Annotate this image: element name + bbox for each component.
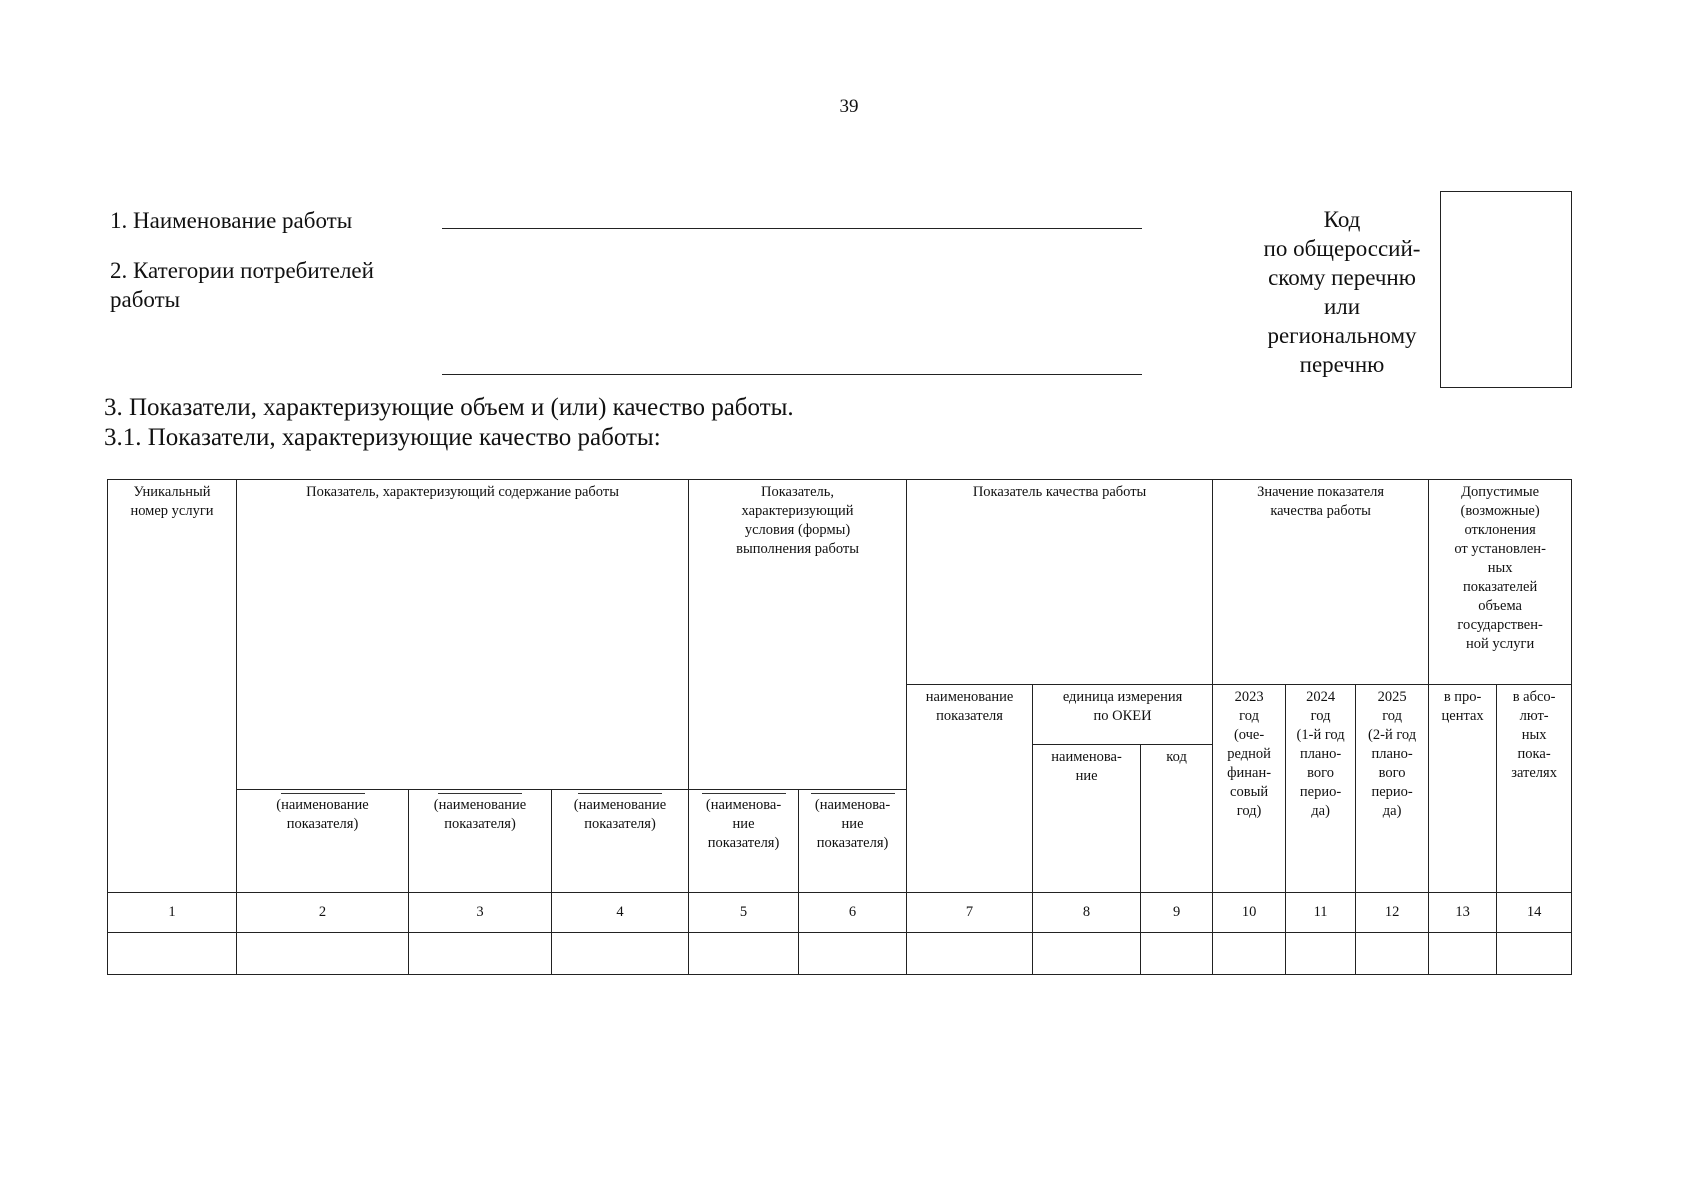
header-in-percent: в про- центах (1429, 685, 1497, 893)
section-3-1-heading: 3.1. Показатели, характеризующие качество работы: (104, 424, 661, 451)
blank-line[interactable] (578, 793, 662, 794)
header-deviations: Допустимые (возможные) отклонения от установлен- ных показателей объема государствен- ной услуги (1429, 480, 1572, 685)
data-cell-14[interactable] (1497, 933, 1572, 975)
column-number-5: 5 (689, 893, 799, 933)
data-cell-6[interactable] (799, 933, 907, 975)
data-cell-4[interactable] (552, 933, 689, 975)
column-number-13: 13 (1429, 893, 1497, 933)
data-cell-12[interactable] (1356, 933, 1429, 975)
code-caption: Код по общероссий- скому перечню или региональному перечню (1263, 207, 1421, 377)
header-in-absolute: в абсо- лют- ных пока- зателях (1497, 685, 1572, 893)
header-year-2025: 2025 год (2-й год плано- вого перио- да) (1356, 685, 1429, 893)
column-number-10: 10 (1213, 893, 1286, 933)
header-quality-indicator: Показатель качества работы (907, 480, 1213, 685)
sub-name-label: (наименова- ние показателя) (814, 797, 891, 851)
data-cell-7[interactable] (907, 933, 1033, 975)
header-okei-code: код (1141, 745, 1213, 893)
content-subheader-2 (409, 790, 552, 893)
header-okei-name: наименова- ние (1033, 745, 1141, 893)
conditions-subheader-1 (689, 790, 799, 893)
header-quality-value: Значение показателя качества работы (1213, 480, 1429, 685)
header-indicator-name: наименование показателя (907, 685, 1033, 893)
code-box[interactable] (1440, 191, 1572, 388)
conditions-subheader-2 (799, 790, 907, 893)
data-cell-5[interactable] (689, 933, 799, 975)
column-number-12: 12 (1356, 893, 1429, 933)
sub-name-label: (наименование показателя) (433, 797, 527, 832)
column-number-2: 2 (237, 893, 409, 933)
consumers-label: 2. Категории потребителей работы (110, 258, 374, 312)
table-row (108, 933, 1572, 975)
sub-name-label: (наименование показателя) (276, 797, 369, 832)
column-number-8: 8 (1033, 893, 1141, 933)
header-okei-unit: единица измерения по ОКЕИ (1033, 685, 1213, 745)
data-cell-3[interactable] (409, 933, 552, 975)
content-subheader-1 (237, 790, 409, 893)
data-cell-2[interactable] (237, 933, 409, 975)
column-number-6: 6 (799, 893, 907, 933)
sub-name-label: (наименова- ние показателя) (705, 797, 782, 851)
data-cell-13[interactable] (1429, 933, 1497, 975)
data-cell-8[interactable] (1033, 933, 1141, 975)
header-content-indicator: Показатель, характеризующий содержание работы (237, 480, 689, 790)
blank-line[interactable] (438, 793, 522, 794)
content-subheader-3 (552, 790, 689, 893)
column-number-14: 14 (1497, 893, 1572, 933)
consumers-line[interactable] (442, 374, 1142, 375)
page-number: 39 (839, 96, 859, 117)
column-number-7: 7 (907, 893, 1033, 933)
blank-line[interactable] (702, 793, 786, 794)
blank-line[interactable] (281, 793, 365, 794)
column-number-1: 1 (108, 893, 237, 933)
column-number-4: 4 (552, 893, 689, 933)
data-cell-10[interactable] (1213, 933, 1286, 975)
sub-name-label: (наименование показателя) (573, 797, 667, 832)
data-cell-9[interactable] (1141, 933, 1213, 975)
header-year-2023: 2023 год (оче- редной финан- совый год) (1213, 685, 1286, 893)
section-3-heading: 3. Показатели, характеризующие объем и (или) качество работы. (104, 394, 794, 421)
column-number-9: 9 (1141, 893, 1213, 933)
column-number-11: 11 (1286, 893, 1356, 933)
blank-line[interactable] (811, 793, 895, 794)
header-year-2024: 2024 год (1-й год плано- вого перио- да) (1286, 685, 1356, 893)
work-name-line[interactable] (442, 228, 1142, 229)
column-number-3: 3 (409, 893, 552, 933)
header-conditions-indicator: Показатель, характеризующий условия (формы) выполнения работы (689, 480, 907, 790)
data-cell-11[interactable] (1286, 933, 1356, 975)
header-unique-number: Уникальный номер услуги (108, 480, 237, 893)
data-cell-1[interactable] (108, 933, 237, 975)
work-name-label: 1. Наименование работы (110, 208, 353, 233)
quality-indicators-table (107, 479, 1572, 975)
